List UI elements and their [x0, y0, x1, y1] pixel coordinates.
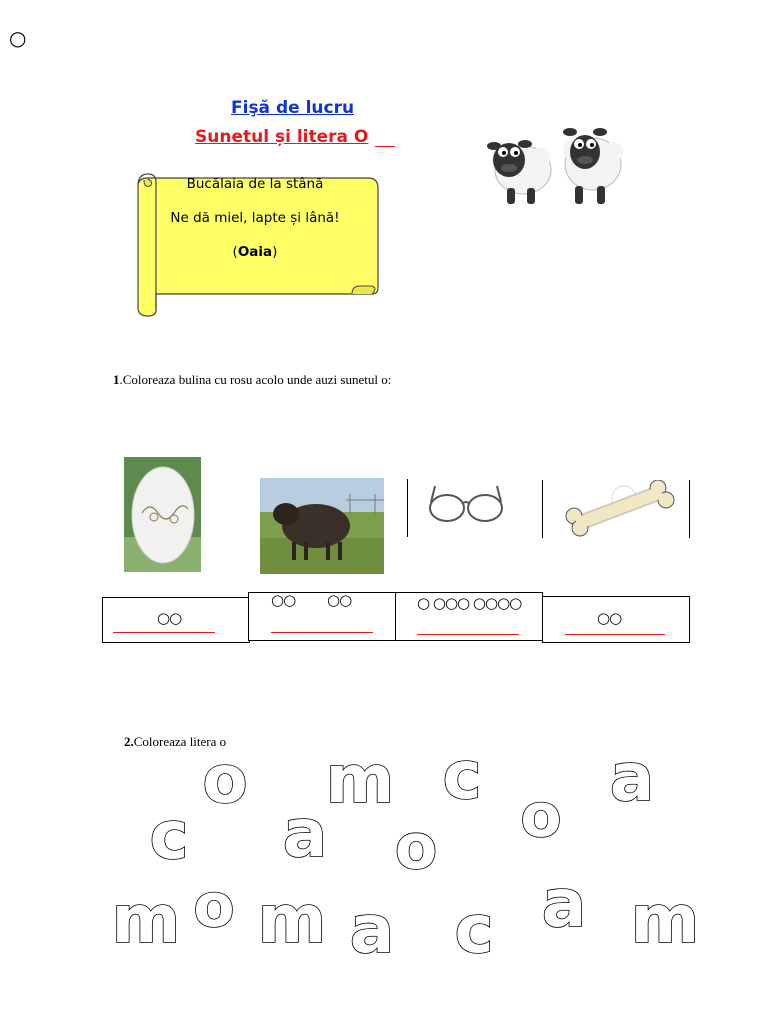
answer-line — [113, 632, 215, 633]
letter-m[interactable]: m — [325, 741, 395, 818]
eyeglasses-image — [425, 478, 507, 534]
riddle-answer: (Oaia) — [232, 244, 278, 260]
letter-m[interactable]: m — [111, 881, 181, 958]
black-sheep-painting — [260, 478, 384, 574]
letter-c[interactable]: c — [454, 891, 494, 968]
divider-line — [407, 479, 408, 537]
letter-m[interactable]: m — [630, 881, 700, 958]
bone-image — [560, 480, 680, 538]
riddle-line-1: Bucălaia de la stână — [186, 176, 324, 192]
sheep-right — [563, 128, 623, 204]
answer-line — [271, 632, 373, 633]
exercise-2-instruction: 2.Coloreaza litera o — [124, 734, 227, 749]
answer-line — [565, 634, 665, 635]
exercise-1-instruction: 1.Coloreaza bulina cu rosu acolo unde auzi sunetul o: — [113, 372, 392, 387]
letter-o[interactable]: o — [394, 810, 438, 883]
letter-c[interactable]: c — [149, 797, 189, 874]
divider-line — [689, 480, 690, 538]
page-title: Fişă de lucru — [231, 98, 355, 118]
page-subtitle: Sunetul și litera O — [195, 127, 369, 147]
answer-line — [417, 634, 519, 635]
syllable-marks-sheep-2: ○○ — [327, 591, 352, 609]
syllable-marks-sheep-1: ○○ — [271, 591, 296, 609]
syllable-marks-bone: ○○ — [597, 609, 622, 627]
syllable-marks-glasses: ○ ○○○ ○○○○ — [417, 594, 522, 612]
letter-m[interactable]: m — [257, 881, 327, 958]
sheep-left — [487, 140, 551, 204]
divider-line — [542, 480, 543, 538]
outlined-letters-field — [0, 740, 768, 1024]
riddle-text — [160, 176, 350, 261]
cartoon-sheep-illustration — [485, 122, 630, 210]
letter-a[interactable]: a — [282, 795, 328, 872]
syllable-marks-egg: ○○ — [157, 609, 182, 627]
letter-o[interactable]: o — [520, 781, 562, 851]
letter-a[interactable]: a — [609, 740, 655, 816]
letter-a[interactable]: a — [541, 865, 587, 942]
letter-o[interactable]: o — [193, 871, 235, 941]
decorated-egg-image — [124, 457, 201, 572]
letter-a[interactable]: a — [349, 891, 395, 968]
subtitle-underline-extension — [375, 146, 395, 147]
corner-circle-icon: ○ — [9, 26, 27, 50]
riddle-line-2: Ne dă miel, lapte și lână! — [170, 210, 340, 226]
letter-o[interactable]: o — [202, 741, 248, 818]
letter-c[interactable]: c — [442, 740, 482, 814]
